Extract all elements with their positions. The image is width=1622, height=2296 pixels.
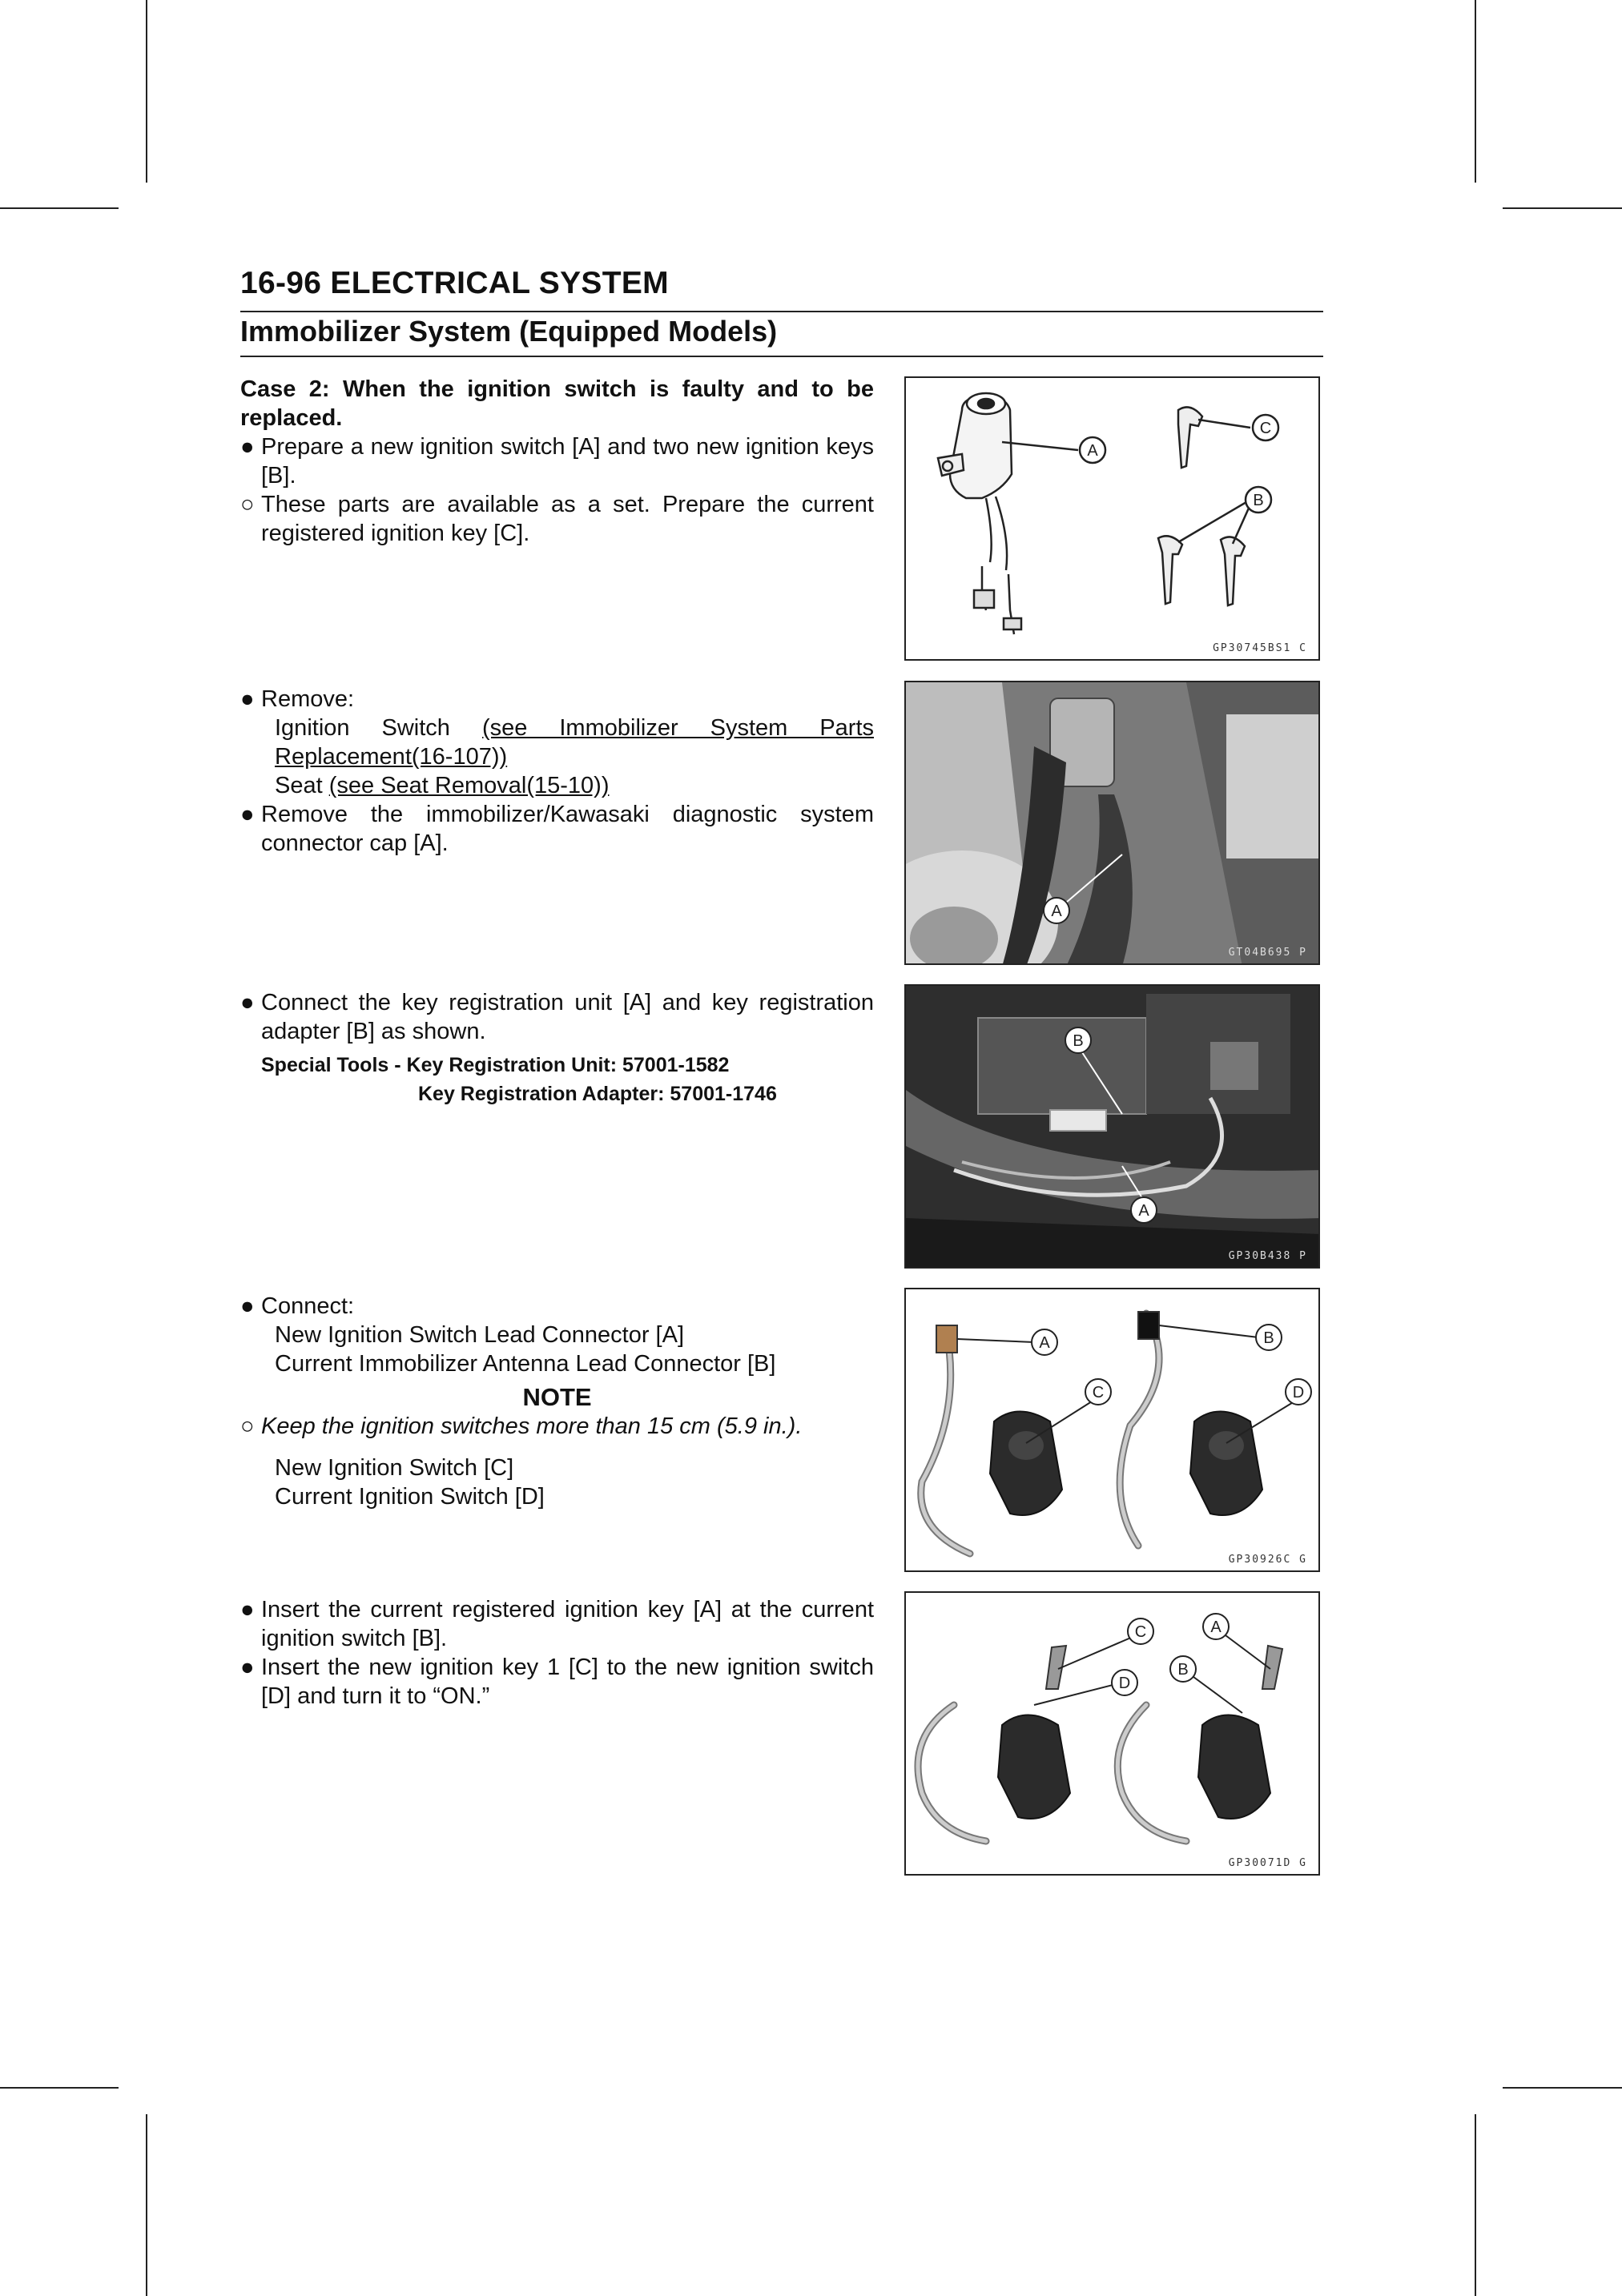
section-title: Immobilizer System (Equipped Models) xyxy=(240,315,778,348)
bullet-item xyxy=(240,1595,874,1653)
case-heading: Case 2: When the ignition switch is faulty and to be replaced. xyxy=(240,376,874,431)
item-text: Seat xyxy=(275,773,329,798)
bullet-item xyxy=(240,1653,874,1711)
figure-label: A xyxy=(1138,1202,1149,1220)
figure-label: D xyxy=(1292,1384,1305,1401)
figure-label: D xyxy=(1118,1675,1131,1692)
figure-label: A xyxy=(1087,442,1098,460)
bullet-text: Remove: xyxy=(261,686,355,712)
crop-mark xyxy=(0,207,119,209)
figure-label: A xyxy=(1051,903,1062,920)
figure-label: A xyxy=(1039,1334,1050,1352)
bullet-icon: ● xyxy=(240,1655,255,1680)
item-text: Ignition Switch xyxy=(275,715,482,741)
sub-bullet-icon: ○ xyxy=(240,1413,255,1439)
crop-mark xyxy=(146,0,147,183)
bullet-item xyxy=(240,988,874,1046)
bullet-icon: ● xyxy=(240,802,255,827)
note-text: Keep the ignition switches more than 15 cm (5.9 in.). xyxy=(261,1413,803,1439)
registration-photo xyxy=(906,986,1320,1269)
crop-mark xyxy=(1475,0,1476,183)
section-3-text xyxy=(240,988,874,1108)
connect-item: Current Immobilizer Antenna Lead Connector [B] xyxy=(275,1351,776,1377)
crop-mark xyxy=(0,2087,119,2089)
figure-label: A xyxy=(1210,1618,1222,1636)
bullet-icon: ● xyxy=(240,1293,255,1319)
bullet-text: Connect: xyxy=(261,1293,355,1319)
bullet-icon: ● xyxy=(240,990,255,1015)
figure-label: C xyxy=(1134,1623,1147,1641)
sub-bullet-item xyxy=(240,490,874,548)
figure-label: C xyxy=(1092,1384,1105,1401)
tool-line xyxy=(261,1051,874,1080)
figure-label: B xyxy=(1263,1329,1274,1347)
figure-caption: GP30071D G xyxy=(1228,1857,1307,1869)
remove-item xyxy=(240,771,874,800)
bullet-icon: ● xyxy=(240,686,255,712)
connector-diagram xyxy=(906,1289,1320,1572)
connect-item: New Ignition Switch [C] xyxy=(275,1455,514,1481)
crop-mark xyxy=(1475,2114,1476,2296)
header-rule xyxy=(240,356,1323,357)
page-title: 16-96 ELECTRICAL SYSTEM xyxy=(240,266,669,300)
bullet-icon: ● xyxy=(240,1597,255,1622)
tool-name: Key Registration Adapter: 57001-1746 xyxy=(418,1083,777,1105)
bullet-item xyxy=(240,800,874,858)
note-item xyxy=(240,1412,874,1441)
note-heading: NOTE xyxy=(522,1383,592,1411)
figure-label: B xyxy=(1253,492,1264,509)
figure-label: B xyxy=(1073,1032,1084,1050)
sub-bullet-text: These parts are available as a set. Prepare the current registered ignition key [C]. xyxy=(261,492,874,546)
figure-key-insertion-diagram xyxy=(904,1591,1320,1876)
section-5-text xyxy=(240,1595,874,1711)
connect-item: New Ignition Switch Lead Connector [A] xyxy=(275,1322,684,1348)
bullet-item xyxy=(240,685,874,714)
figure-caption: GP30B438 P xyxy=(1228,1250,1307,1262)
figure-caption: GP30926C G xyxy=(1228,1554,1307,1566)
section-4-text xyxy=(240,1292,874,1511)
ignition-switch-diagram xyxy=(906,378,1320,661)
bullet-item xyxy=(240,432,874,490)
special-tools xyxy=(240,1051,874,1108)
bullet-text: Remove the immobilizer/Kawasaki diagnostic system connector cap [A]. xyxy=(261,802,874,856)
figure-connector-diagram xyxy=(904,1288,1320,1572)
connect-item: Current Ignition Switch [D] xyxy=(275,1484,545,1510)
figure-caption: GP30745BS1 C xyxy=(1213,642,1307,654)
bullet-text: Insert the new ignition key 1 [C] to the new ignition switch [D] and turn it to “ON.” xyxy=(261,1655,874,1709)
header-rule xyxy=(240,311,1323,312)
figure-label: B xyxy=(1177,1661,1189,1679)
tool-line xyxy=(261,1080,874,1108)
figure-connector-cap-photo xyxy=(904,681,1320,965)
bullet-text: Prepare a new ignition switch [A] and two new ignition keys [B]. xyxy=(261,434,874,489)
bullet-item xyxy=(240,1292,874,1321)
figure-key-registration-photo xyxy=(904,984,1320,1269)
bullet-icon: ● xyxy=(240,434,255,460)
tool-name: Key Registration Unit: 57001-1582 xyxy=(406,1054,730,1076)
figure-caption: GT04B695 P xyxy=(1228,947,1307,959)
crop-mark xyxy=(1503,207,1622,209)
cross-reference-link[interactable]: (see Immobilizer System Parts Replacement(16-107)) xyxy=(275,715,875,770)
figure-label: C xyxy=(1259,420,1272,437)
crop-mark xyxy=(146,2114,147,2296)
section-2-text xyxy=(240,685,874,858)
key-insertion-diagram xyxy=(906,1593,1320,1876)
bullet-text: Connect the key registration unit [A] and key registration adapter [B] as shown. xyxy=(261,990,874,1044)
cross-reference-link[interactable]: (see Seat Removal(15-10)) xyxy=(328,773,610,798)
sub-bullet-icon: ○ xyxy=(240,492,255,517)
section-1-text xyxy=(240,375,874,548)
remove-item xyxy=(240,714,874,771)
figure-ignition-switch-keys xyxy=(904,376,1320,661)
tools-label: Special Tools - xyxy=(261,1054,401,1076)
crop-mark xyxy=(1503,2087,1622,2089)
connector-photo xyxy=(906,682,1320,965)
bullet-text: Insert the current registered ignition key [A] at the current ignition switch [B]. xyxy=(261,1597,874,1651)
